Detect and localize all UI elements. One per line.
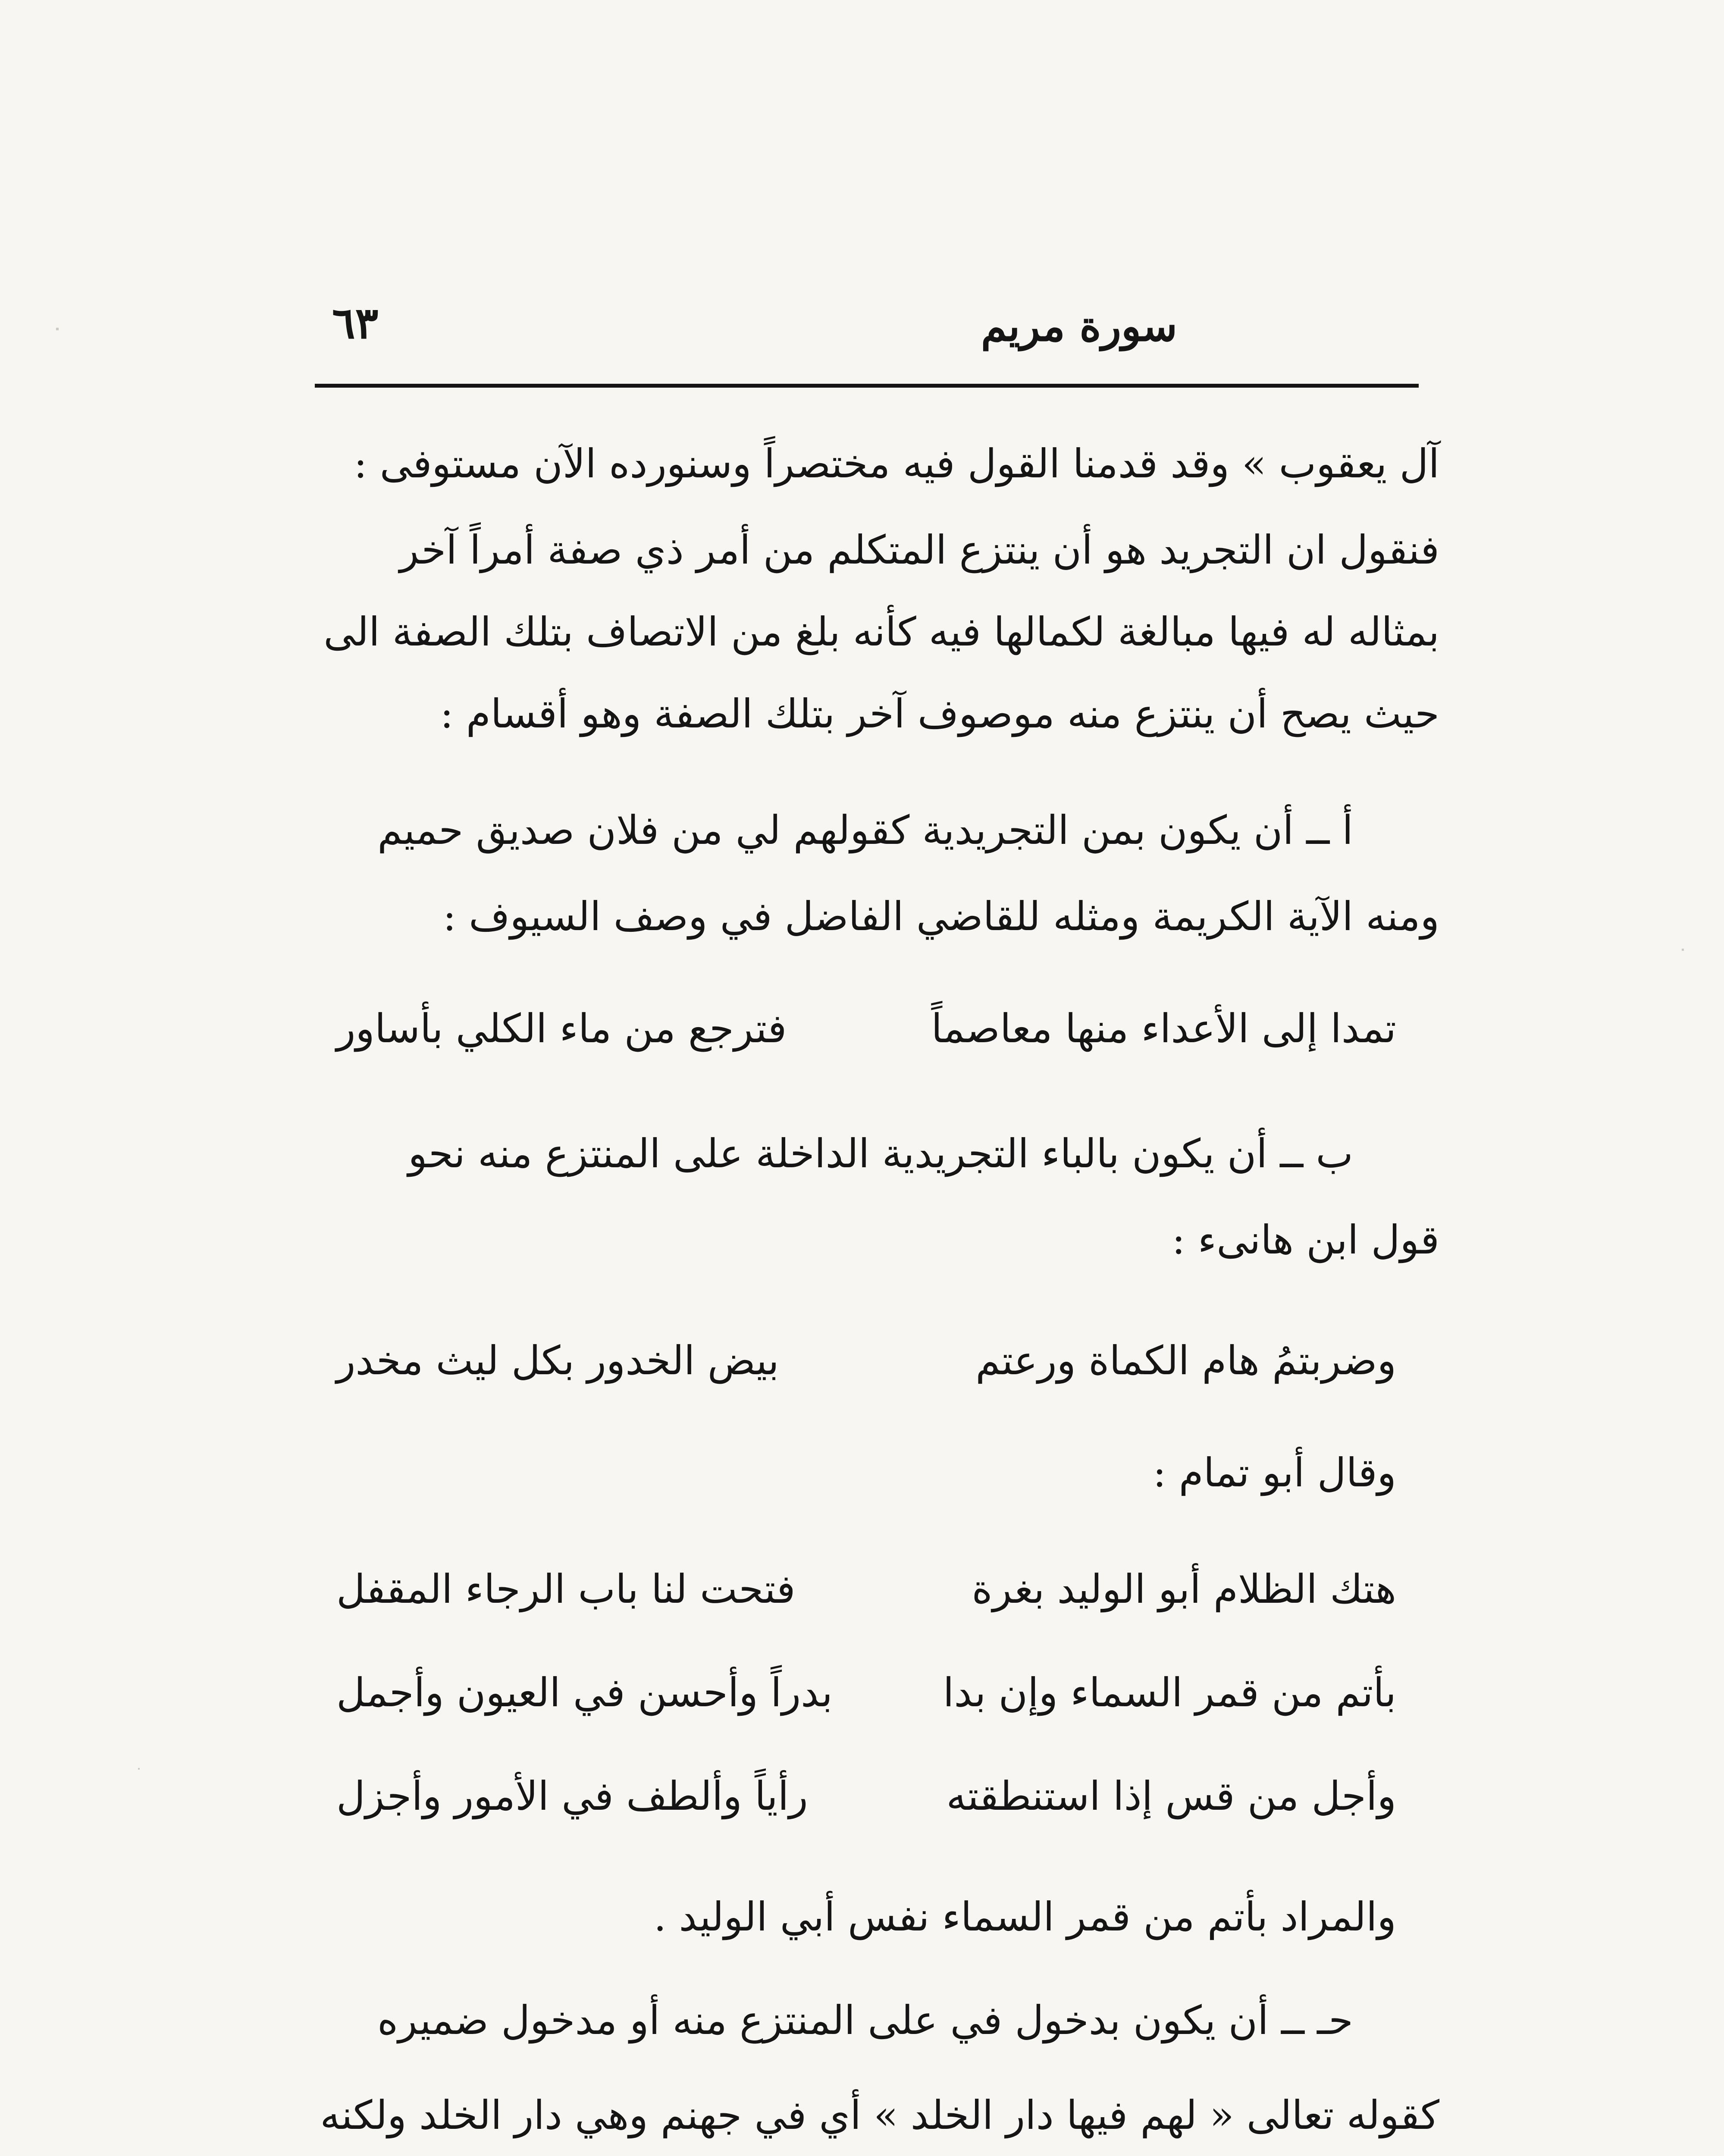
scan-speck (56, 328, 59, 330)
verse-hemistich-second: رأياً وألطف في الأمور وأجزل (336, 1773, 808, 1819)
verse-hemistich-second: بدراً وأحسن في العيون وأجمل (336, 1670, 833, 1716)
text-line: حيث يصح أن ينتزع منه موصوف آخر بتلك الصفة وهو أقسام : (440, 691, 1439, 737)
explanation-line: والمراد بأتم من قمر السماء نفس أبي الوليد . (653, 1894, 1396, 1940)
text-line: بمثاله له فيها مبالغة لكمالها فيه كأنه بلغ من الاتصاف بتلك الصفة الى (323, 609, 1439, 655)
verse-hemistich-second: بيض الخدور بكل ليث مخدر (336, 1338, 779, 1384)
quote-intro: وقال أبو تمام : (1153, 1450, 1396, 1496)
verse-hemistich-second: فتحت لنا باب الرجاء المقفل (336, 1566, 796, 1612)
text-line: فنقول ان التجريد هو أن ينتزع المتكلم من أمر ذي صفة أمراً آخر (399, 527, 1439, 573)
verse-hemistich-second: فترجع من ماء الكلي بأساور (336, 1006, 787, 1052)
verse-hemistich-first: هتك الظلام أبو الوليد بغرة (972, 1566, 1396, 1612)
page-number: ٦٣ (332, 298, 379, 348)
section-b-line: قول ابن هانىء : (1172, 1217, 1439, 1263)
section-c-line: حـ ــ أن يكون بدخول في على المنتزع منه أو مدخول ضميره (377, 1997, 1353, 2043)
header-rule (315, 384, 1419, 388)
text-line: آل يعقوب » وقد قدمنا القول فيه مختصراً وسنورده الآن مستوفى : (354, 441, 1439, 487)
page-header (315, 293, 1419, 362)
verse-hemistich-first: وأجل من قس إذا استنطقته (946, 1773, 1396, 1819)
scan-speck (138, 1768, 140, 1770)
section-b-line: ب ــ أن يكون بالباء التجريدية الداخلة على المنتزع منه نحو (408, 1131, 1353, 1177)
verse-hemistich-first: تمدا إلى الأعداء منها معاصماً (931, 1006, 1396, 1052)
scan-speck (1682, 949, 1684, 951)
verse-hemistich-first: وضربتمُ هام الكماة ورعتم (975, 1338, 1396, 1384)
section-c-line: كقوله تعالى « لهم فيها دار الخلد » أي في جهنم وهي دار الخلد ولكنه (320, 2092, 1439, 2138)
verse-hemistich-first: بأتم من قمر السماء وإن بدا (943, 1670, 1396, 1716)
section-a-line: أ ــ أن يكون بمن التجريدية كقولهم لي من فلان صديق حميم (377, 807, 1353, 853)
section-a-line: ومنه الآية الكريمة ومثله للقاضي الفاضل في وصف السيوف : (442, 893, 1439, 940)
running-title: سورة مريم (981, 302, 1177, 351)
